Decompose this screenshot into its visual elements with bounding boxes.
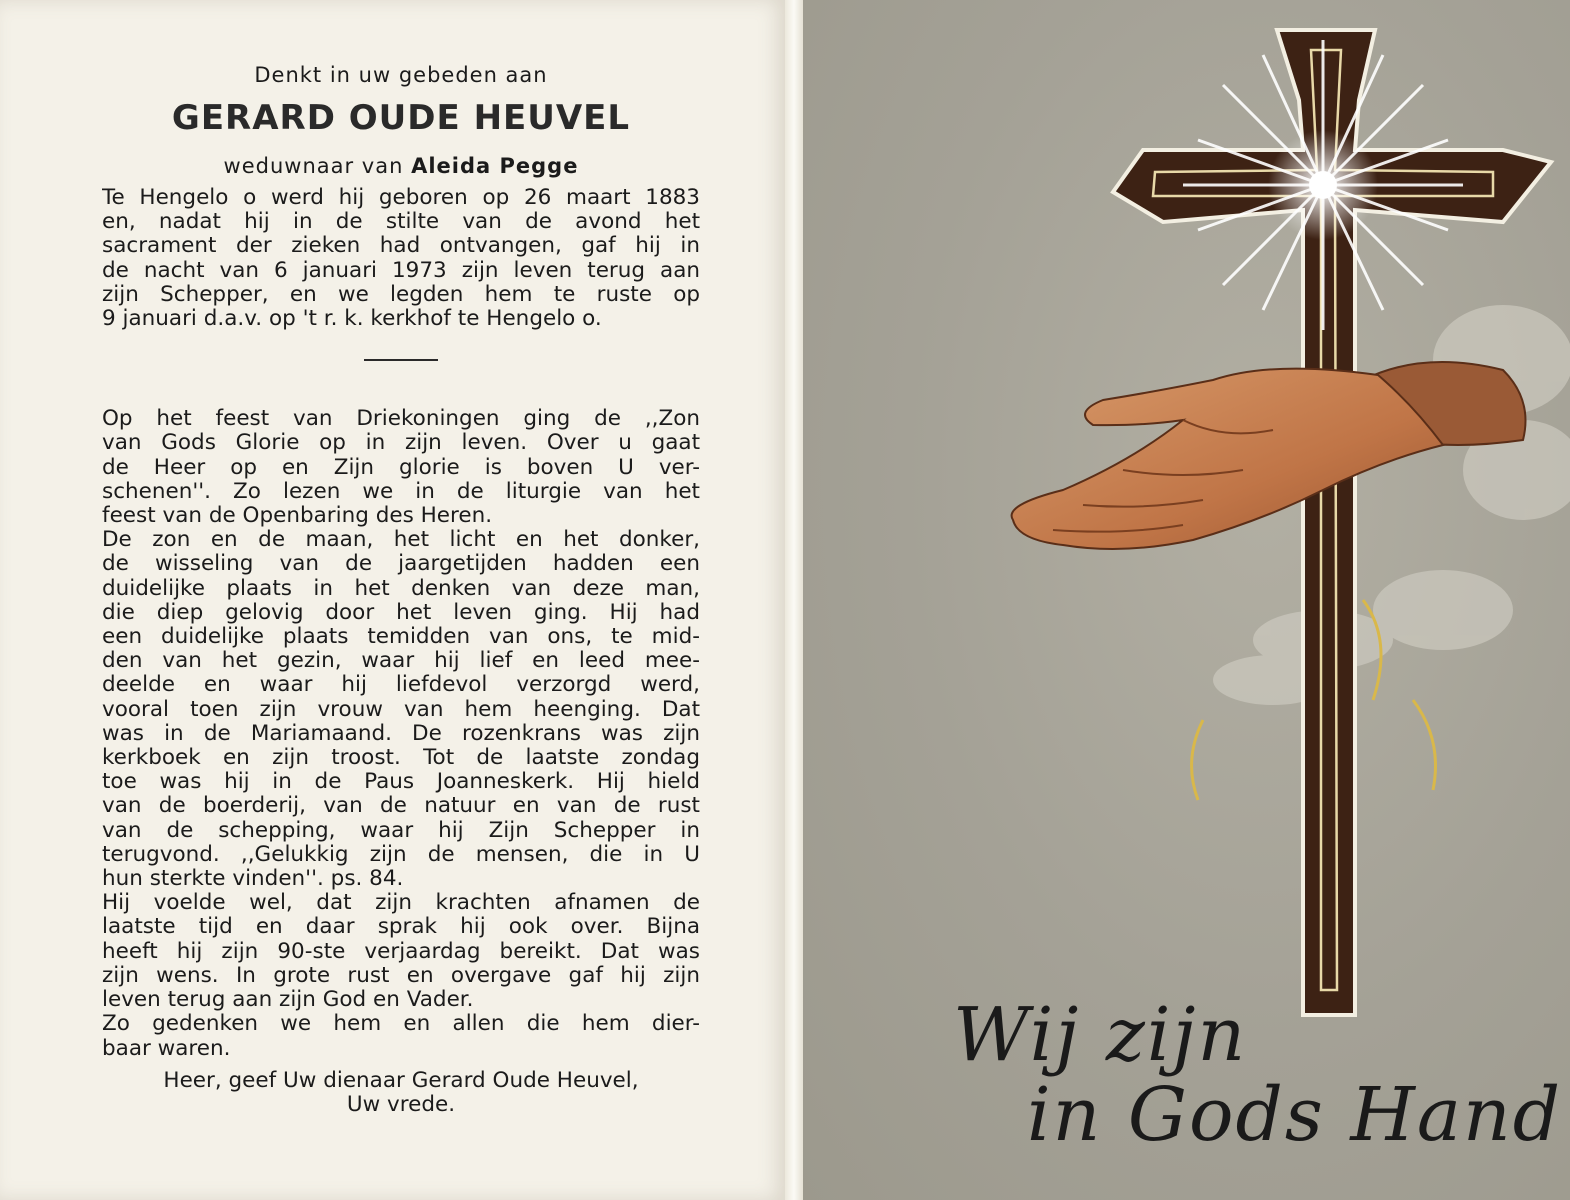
prayer-line: Heer, geef Uw dienaar Gerard Oude Heuvel, [163, 1068, 639, 1093]
bio-line: zijn Schepper, en we legden hem te ruste op [102, 282, 700, 307]
eulogy-line: Hij voelde wel, dat zijn krachten afnamen de [102, 891, 700, 916]
eulogy-line: leven terug aan zijn God en Vader. [102, 988, 474, 1013]
eulogy-paragraph [102, 407, 700, 1060]
eulogy-line: terugvond. ,,Gelukkig zijn de mensen, die in U [102, 842, 700, 867]
eulogy-line: schenen''. Zo lezen we in de liturgie van het [102, 479, 700, 504]
eulogy-line: de Heer op en Zijn glorie is boven U ver- [102, 455, 700, 480]
eulogy-line: de wisseling van de jaargetijden hadden een [102, 552, 700, 577]
open-hand [1012, 362, 1526, 549]
eulogy-line: toe was hij in de Paus Joanneskerk. Hij hield [102, 770, 700, 795]
eulogy-line: van de boerderij, van de natuur en van de rust [102, 794, 700, 819]
palm [1012, 369, 1443, 549]
motto-line-2: in Gods Hand [1027, 1072, 1563, 1158]
eulogy-line: zijn wens. In grote rust en overgave gaf hij zijn [102, 963, 700, 988]
bio-line: Te Hengelo o werd hij geboren op 26 maart 1883 [102, 186, 700, 210]
prayer-line: Uw vrede. [346, 1093, 456, 1118]
spouse-name: Aleida Pegge [411, 154, 579, 178]
eulogy-line: was in de Mariamaand. De rozenkrans was zijn [102, 721, 700, 746]
bio-line: de nacht van 6 januari 1973 zijn leven terug aan [102, 258, 700, 283]
eulogy-line: deelde en waar hij liefdevol verzorgd werd, [102, 673, 700, 698]
bio-line: sacrament der zieken had ontvangen, gaf hij in [102, 234, 700, 259]
eulogy-line: van Gods Glorie op in zijn leven. Over u gaat [102, 431, 700, 456]
closing-prayer [102, 1069, 700, 1118]
eulogy-line: feest van de Openbaring des Heren. [102, 504, 493, 529]
eulogy-line: Op het feest van Driekoningen ging de ,,Zon [102, 407, 700, 432]
eulogy-line: laatste tijd en daar sprak hij ook over. Bijna [102, 915, 700, 940]
eulogy-line: vooral toen zijn vrouw van hem heenging. Dat [102, 697, 700, 722]
eulogy-line: die diep gelovig door het leven ging. Hij had [102, 600, 700, 625]
eulogy-line: kerkboek en zijn troost. Tot de laatste zondag [102, 746, 700, 771]
bio-paragraph [102, 186, 700, 331]
eulogy-line: hun sterkte vinden''. ps. 84. [102, 867, 404, 892]
eulogy-line: Zo gedenken we hem en allen die hem dier- [102, 1012, 700, 1037]
eulogy-line: baar waren. [102, 1036, 231, 1061]
card-fold [785, 0, 803, 1200]
widower-line [102, 146, 700, 186]
memorial-card-right-page [803, 0, 1570, 1200]
eulogy-line: van de schepping, waar hij Zijn Schepper in [102, 818, 700, 843]
deceased-name: GERARD OUDE HEUVEL [171, 98, 631, 138]
eulogy-line: duidelijke plaats in het denken van deze man, [102, 576, 700, 601]
memorial-text [102, 58, 700, 1118]
motto [943, 992, 1563, 1158]
intro-text: Denkt in uw gebeden aan [254, 63, 548, 87]
eulogy-line: De zon en de maan, het licht en het donker, [102, 528, 700, 553]
eulogy-line: een duidelijke plaats temidden van ons, te mid- [102, 625, 700, 650]
eulogy-line: heeft hij zijn 90-ste verjaardag bereikt. Dat was [102, 939, 700, 964]
motto-line-1: Wij zijn [953, 992, 1248, 1078]
widower-prefix: weduwnaar van [223, 154, 404, 178]
separator-rule [364, 359, 438, 361]
eulogy-line: den van het gezin, waar hij lief en leed mee- [102, 649, 700, 674]
bio-line: 9 januari d.a.v. op 't r. k. kerkhof te Hengelo o. [102, 307, 602, 332]
bio-line: en, nadat hij in de stilte van de avond het [102, 210, 700, 235]
